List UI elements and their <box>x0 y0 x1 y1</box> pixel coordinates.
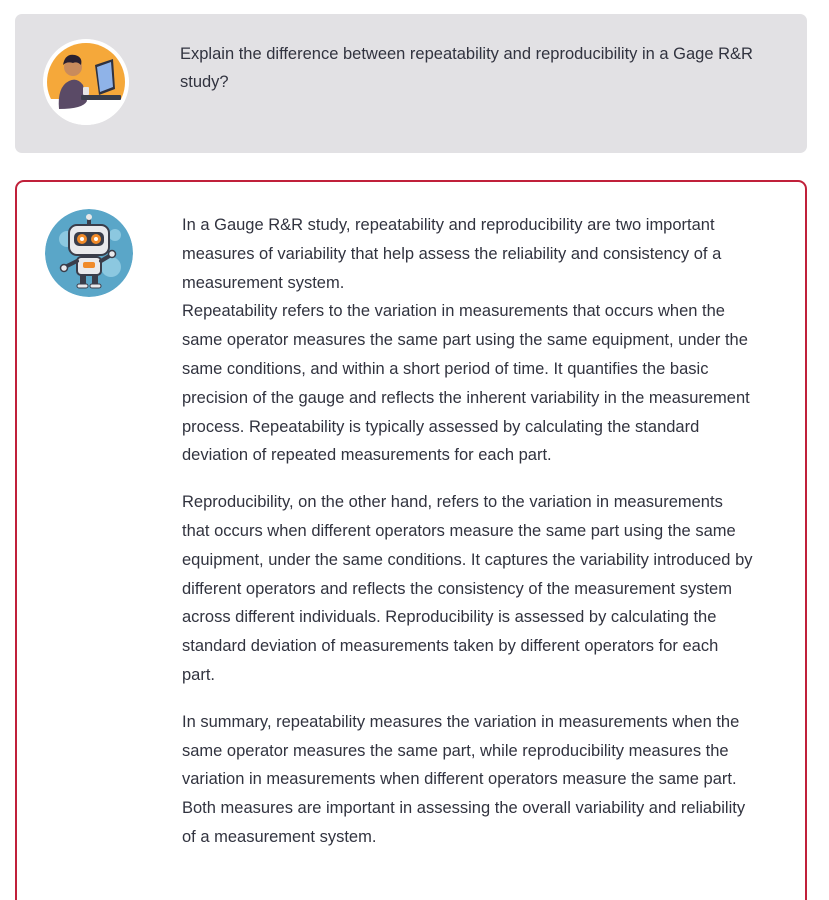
assistant-avatar-icon <box>45 209 133 297</box>
assistant-message-text <box>182 211 754 870</box>
user-message-text: Explain the difference between repeatability and reproducibility in a Gage R&R study? <box>180 45 753 91</box>
assistant-message <box>15 180 807 900</box>
response-paragraph: Repeatability refers to the variation in measurements that occurs when the same operator measures the same part using the same equipment, under the same conditions, and within a short period of time. It quantifies the basic precision of the gauge and reflects the inherent variability in the measurement process. Repeatability is typically assessed by calculating the standard deviation of repeated measurements for each part. <box>182 302 750 465</box>
robot-icon <box>45 209 133 297</box>
response-paragraph: Reproducibility, on the other hand, refers to the variation in measurements that occurs when different operators measure the same part using the same equipment, under the same conditions. It captures the variability introduced by different operators and reflects the consistency of the measurement system across different individuals. Reproducibility is assessed by calculating the standard deviation of measurements taken by different operators for each part. <box>182 493 753 684</box>
user-at-laptop-icon <box>43 39 129 125</box>
user-message <box>15 14 807 153</box>
user-avatar-icon <box>43 39 129 125</box>
response-paragraph: In summary, repeatability measures the variation in measurements when the same operator measures the same part, while reproducibility measures the variation in measurements when different operators measure the same part. Both measures are important in assessing the overall variability and reliability of a measurement system. <box>182 712 746 846</box>
response-paragraph: In a Gauge R&R study, repeatability and reproducibility are two important measures of variability that help assess the reliability and consistency of a measurement system. <box>182 216 722 292</box>
